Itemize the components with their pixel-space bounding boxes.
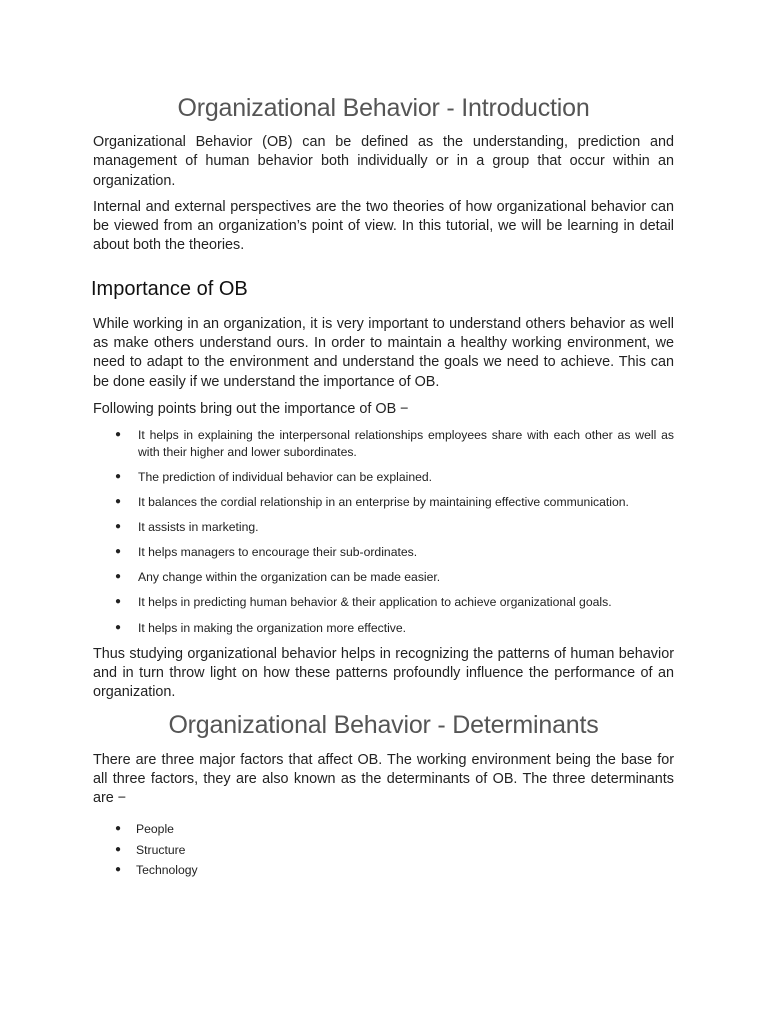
list-item: ● It helps in making the organization more effective. xyxy=(115,620,407,635)
list-item: ● Technology xyxy=(115,863,198,878)
bullet-icon: ● xyxy=(115,596,122,608)
bullet-icon: ● xyxy=(115,496,122,508)
list-item: ● Any change within the organization can be made easier. xyxy=(115,570,441,585)
list-item: ● It helps in explaining the interpersonal relationships employees share with each other as well as with their higher and lower subordinates. xyxy=(115,428,674,459)
importance-heading: Importance of OB xyxy=(91,277,248,300)
bullet-icon: ● xyxy=(115,864,122,876)
determinants-title: Organizational Behavior - Determinants xyxy=(168,710,599,739)
bullet-icon: ● xyxy=(115,843,122,855)
importance-conclusion: Thus studying organizational behavior helps in recognizing the patterns of human behavior and in turn throw light on how these patterns profoundly influence the performance of an organization. xyxy=(93,645,674,701)
bullet-icon: ● xyxy=(115,521,122,533)
list-item: ● The prediction of individual behavior can be explained. xyxy=(115,469,433,484)
intro-paragraph-2: Internal and external perspectives are the two theories of how organizational behavior can be viewed from an organization’s point of view. In this tutorial, we will be learning in detail about both the theories. xyxy=(93,198,674,254)
bullet-icon: ● xyxy=(115,470,122,482)
bullet-icon: ● xyxy=(115,823,122,835)
list-item: ● It helps in predicting human behavior & their application to achieve organizational goals. xyxy=(115,595,612,610)
bullet-icon: ● xyxy=(115,546,122,558)
determinants-list xyxy=(93,821,674,878)
document-page xyxy=(93,92,674,883)
intro-paragraph-1: Organizational Behavior (OB) can be defined as the understanding, prediction and management of human behavior both individually or in a group that occur within an organization. xyxy=(93,134,674,189)
importance-paragraph: While working in an organization, it is very important to understand others behavior as well as make others understand ours. In order to maintain a healthy working environment, we need to adapt to the environment and understand the goals we need to achieve. This can be done easily if we understand the importance of OB. xyxy=(93,315,674,390)
importance-points-list xyxy=(93,427,674,636)
list-item: ● It assists in marketing. xyxy=(115,520,259,535)
list-item: ● Structure xyxy=(115,842,186,857)
determinants-paragraph: There are three major factors that affect OB. The working environment being the base for all three factors, they are also known as the determinants of OB. The three determinants are − xyxy=(93,751,674,807)
intro-title: Organizational Behavior - Introduction xyxy=(177,94,590,122)
importance-lead: Following points bring out the importance of OB − xyxy=(93,400,409,417)
list-item: ● It helps managers to encourage their sub-ordinates. xyxy=(115,545,418,560)
bullet-icon: ● xyxy=(115,571,122,583)
list-item: ● It balances the cordial relationship in an enterprise by maintaining effective communication. xyxy=(115,495,629,510)
bullet-icon: ● xyxy=(115,429,122,441)
bullet-icon: ● xyxy=(115,621,122,633)
list-item: ● People xyxy=(115,822,174,837)
